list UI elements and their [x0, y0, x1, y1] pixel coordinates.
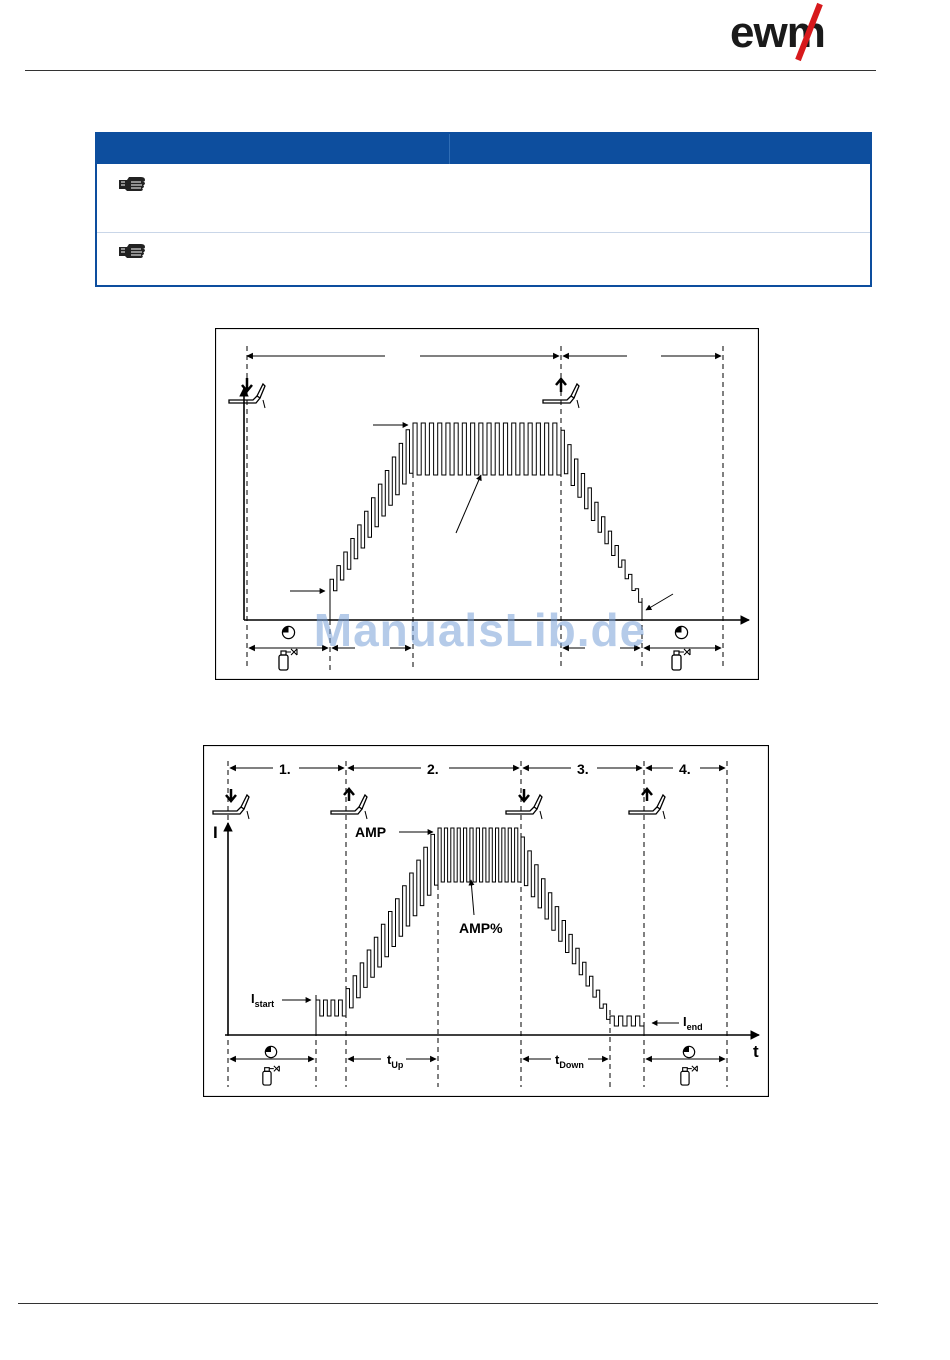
note-box — [95, 132, 872, 287]
note-row — [97, 233, 870, 285]
step-3-label: 3. — [577, 761, 589, 777]
i-start-label: $I_{start}$ — [251, 991, 275, 1009]
step-2-label: 2. — [427, 761, 439, 777]
amp-label: AMP — [355, 824, 387, 840]
header-rule — [25, 70, 876, 71]
note-box-header — [97, 134, 870, 164]
t-up-label: $t_{Up}$ — [387, 1052, 404, 1070]
footer-rule — [18, 1303, 878, 1304]
pointing-hand-icon — [117, 174, 147, 196]
y-axis-label: I — [213, 823, 218, 842]
i-end-label: $I_{end}$ — [683, 1014, 703, 1032]
header-divider — [449, 134, 450, 164]
pointing-hand-icon — [117, 241, 147, 263]
x-axis-label: t — [753, 1042, 759, 1061]
ewm-logo — [728, 0, 868, 62]
step-1-label: 1. — [279, 761, 291, 777]
note-row — [97, 164, 870, 233]
brand-name: ewm — [730, 8, 825, 57]
pulse-sequence-diagram-2 — [203, 745, 769, 1097]
t-down-label: $t_{Down}$ — [555, 1052, 584, 1070]
watermark: ManualsLib.de — [313, 604, 647, 656]
step-4-label: 4. — [679, 761, 691, 777]
amp-pct-label: AMP% — [459, 920, 503, 936]
